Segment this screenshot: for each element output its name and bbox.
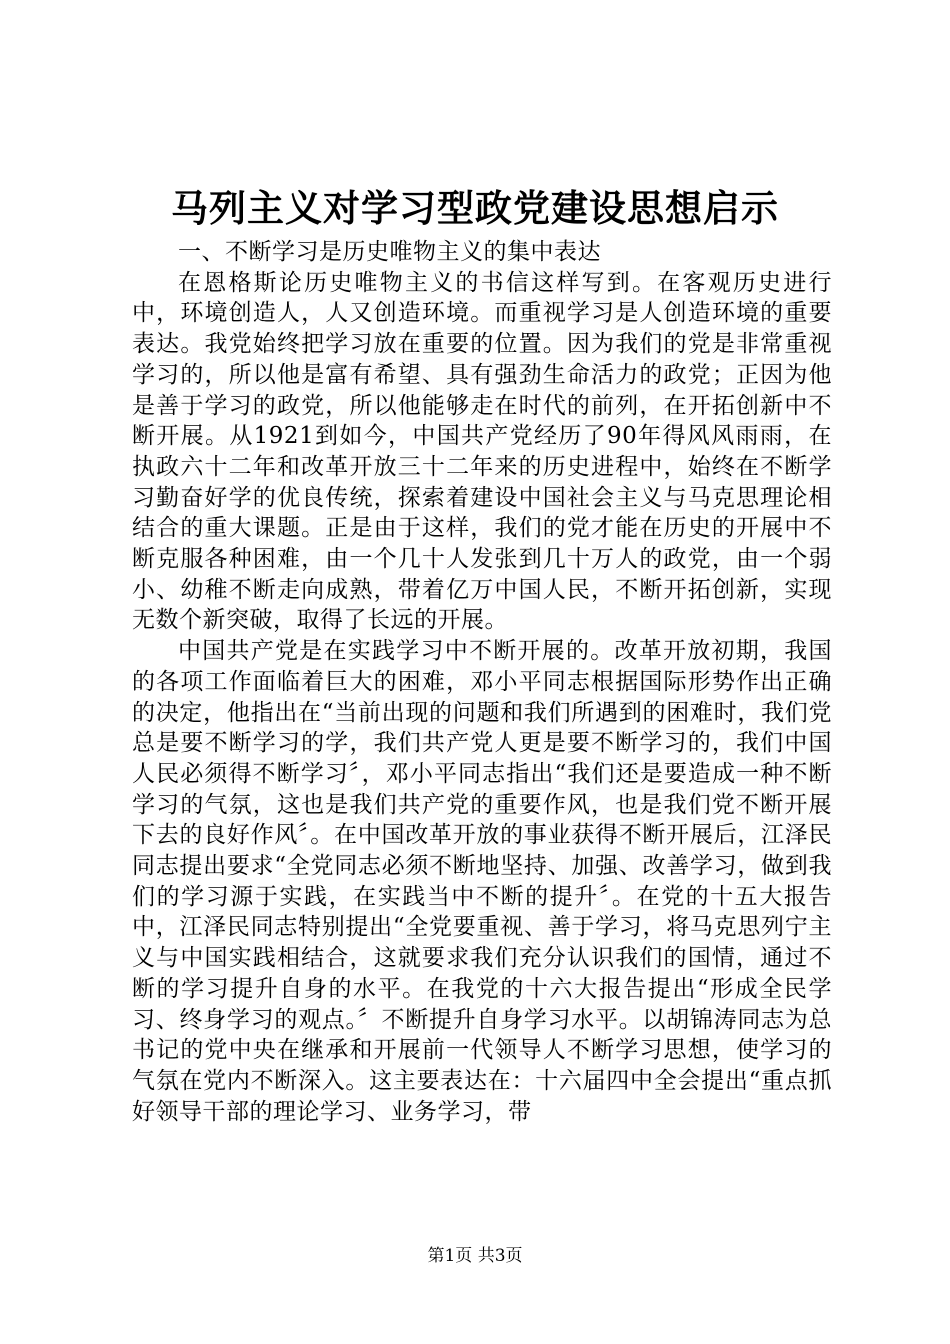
paragraph: 中国共产党是在实践学习中不断开展的。改革开放初期，我国的各项工作面临着巨大的困难，邓小平同志根据国际形势作出正确的决定，他指出在“当前出现的问题和我们所遇到的困难时，我们党总是要不断学习的学，我们共产党人更是要不断学习的，我们中国人民必须得不断学习〞，邓小平同志指出“我们还是要造成一种不断学习的气氛，这也是我们共产党的重要作风，也是我们党不断开展下去的良好作风〞。在中国改革开放的事业获得不断开展后，江泽民同志提出要求“全党同志必须不断地坚持、加强、改善学习，做到我们的学习源于实践，在实践当中不断的提升〞。在党的十五大报告中，江泽民同志特别提出“全党要重视、善于学习，将马克思列宁主义与中国实践相结合，这就要求我们充分认识我们的国情，通过不断的学习提升自身的水平。在我党的十六大报告提出“形成全民学习、终身学习的观点。〞不断提升自身学习水平。以胡锦涛同志为总书记的党中央在继承和开展前一代领导人不断学习思想，使学习的气氛在党内不断深入。这主要表达在：十六届四中全会提出“重点抓好领导干部的理论学习、业务学习，带 (132, 638, 832, 1125)
paragraph: 在恩格斯论历史唯物主义的书信这样写到。在客观历史进行中，环境创造人，人又创造环境。而重视学习是人创造环境的重要表达。我党始终把学习放在重要的位置。因为我们的党是非常重视学习的，所以他是富有希望、具有强劲生命活力的政党；正因为他是善于学习的政党，所以他能够走在时代的前列，在开拓创新中不断开展。从1921到如今，中国共产党经历了90年得风风雨雨，在执政六十二年和改革开放三十二年来的历史进程中，始终在不断学习勤奋好学的优良传统，探索着建设中国社会主义与马克思理论相结合的重大课题。正是由于这样，我们的党才能在历史的开展中不断克服各种困难，由一个几十人发张到几十万人的政党，由一个弱小、幼稚不断走向成熟，带着亿万中国人民，不断开拓创新，实现无数个新突破，取得了长远的开展。 (132, 269, 832, 634)
page-number-footer: 第1页 共3页 (427, 1246, 523, 1266)
document-body (132, 237, 832, 1127)
section-heading: 一、不断学习是历史唯物主义的集中表达 (178, 239, 601, 265)
document-title: 马列主义对学习型政党建设思想启示 (171, 186, 779, 230)
